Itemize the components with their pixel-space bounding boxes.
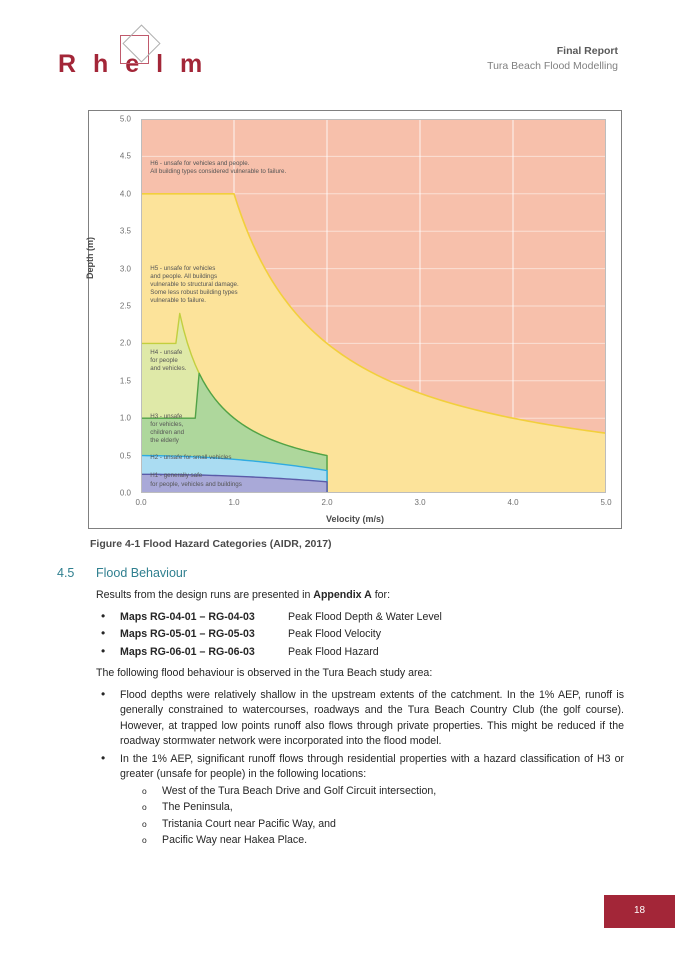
location-list [120, 784, 624, 849]
x-tick-label: 0.0 [135, 498, 147, 507]
hazard-band-label-h5: H5 - unsafe for vehicles and people. All buildings vulnerable to structural damage. Some less robust building types vulnerable to failure. [150, 264, 239, 305]
figure-container [85, 110, 622, 529]
y-tick-label: 4.5 [119, 151, 131, 161]
logo-wordmark: R h e l m [58, 50, 208, 78]
chart-plot-area [141, 119, 606, 493]
y-tick-label: 1.0 [119, 413, 131, 423]
map-reference-list [96, 610, 624, 661]
map-code: • Maps RG-05-01 – RG-05-03 [120, 628, 255, 640]
location-list-item: o Tristania Court near Pacific Way, and [120, 817, 624, 833]
hazard-curves-svg [141, 119, 606, 493]
map-list-item [96, 610, 624, 626]
intro-text-tail: for: [371, 589, 391, 601]
y-tick-label: 4.0 [119, 189, 131, 199]
behaviour-list-item [96, 752, 624, 849]
x-tick-label: 2.0 [321, 498, 333, 507]
y-tick-label: 3.0 [119, 264, 131, 274]
section-number: 4.5 [57, 566, 75, 580]
map-description: Peak Flood Depth & Water Level [288, 610, 442, 623]
intro-paragraph [96, 588, 624, 604]
map-list-item [96, 645, 624, 661]
page-number: 18 [633, 905, 646, 916]
map-description: Peak Flood Hazard [288, 645, 379, 658]
header-text-block [487, 44, 618, 74]
y-tick-label: 3.5 [119, 226, 131, 236]
x-tick-label: 3.0 [414, 498, 426, 507]
page-header [0, 0, 675, 100]
rhelm-logo [58, 30, 258, 85]
y-tick-label: 0.0 [119, 488, 131, 498]
y-tick-label: 2.0 [119, 338, 131, 348]
chart-x-axis-label: Velocity (m/s) [325, 514, 385, 524]
figure-caption: Figure 4-1 Flood Hazard Categories (AIDR, 2017) [90, 538, 332, 550]
header-report-title: Final Report [556, 45, 618, 57]
y-tick-label: 1.5 [119, 376, 131, 386]
map-code: • Maps RG-04-01 – RG-04-03 [120, 610, 255, 623]
section-title: Flood Behaviour [96, 566, 188, 580]
y-tick-label: 0.5 [119, 451, 131, 461]
hazard-band-label-h2: H2 - unsafe for small vehicles [150, 453, 232, 461]
section-body [96, 588, 624, 855]
map-list-item [96, 627, 624, 643]
x-tick-label: 4.0 [507, 498, 519, 507]
x-tick-label: 1.0 [228, 498, 240, 507]
location-list-item: o Pacific Way near Hakea Place. [120, 833, 624, 849]
page-number-badge [604, 895, 675, 928]
hazard-band-label-h6: H6 - unsafe for vehicles and people. All building types considered vulnerable to failure. [150, 160, 287, 176]
observed-intro-paragraph: The following flood behaviour is observed in the Tura Beach study area: [96, 667, 433, 679]
location-list-item: o The Peninsula, [120, 800, 624, 816]
behaviour-text: Flood depths were relatively shallow in the upstream extents of the catchment. In the 1% AEP, runoff is generally constrained to watercourses, roadways and the Tura Beach Country Club (the golf course). However, at trapped low points runoff also flows through private properties. This might be reduced if the roadway stormwater network were incorporated into the flood model. [120, 688, 624, 747]
hazard-band-label-h4: H4 - unsafe for people and vehicles. [150, 349, 187, 373]
behaviour-text: In the 1% AEP, significant runoff flows through residential properties with a hazard classification of H3 or greater (unsafe for people) in the following locations: [120, 752, 624, 780]
y-tick-label: 5.0 [119, 114, 131, 124]
hazard-band-label-h1: H1 - generally safe for people, vehicles and buildings [150, 472, 242, 488]
flood-hazard-chart [85, 111, 621, 528]
behaviour-list-item [96, 688, 624, 750]
location-list-item: o West of the Tura Beach Drive and Golf Circuit intersection, [120, 784, 624, 800]
x-tick-label: 5.0 [600, 498, 612, 507]
header-report-subtitle: Tura Beach Flood Modelling [487, 60, 618, 72]
hazard-band-label-h3: H3 - unsafe for vehicles, children and the elderly [150, 412, 185, 444]
map-code: • Maps RG-06-01 – RG-06-03 [120, 645, 255, 658]
flood-behaviour-list [96, 688, 624, 849]
chart-y-axis-label: Depth (m) [85, 237, 95, 279]
chart-y-axis-ticks [97, 111, 131, 528]
appendix-reference: Appendix A [313, 589, 372, 601]
intro-text-lead: Results from the design runs are presented in [96, 589, 314, 601]
map-description: Peak Flood Velocity [288, 628, 382, 640]
y-tick-label: 2.5 [119, 301, 131, 311]
